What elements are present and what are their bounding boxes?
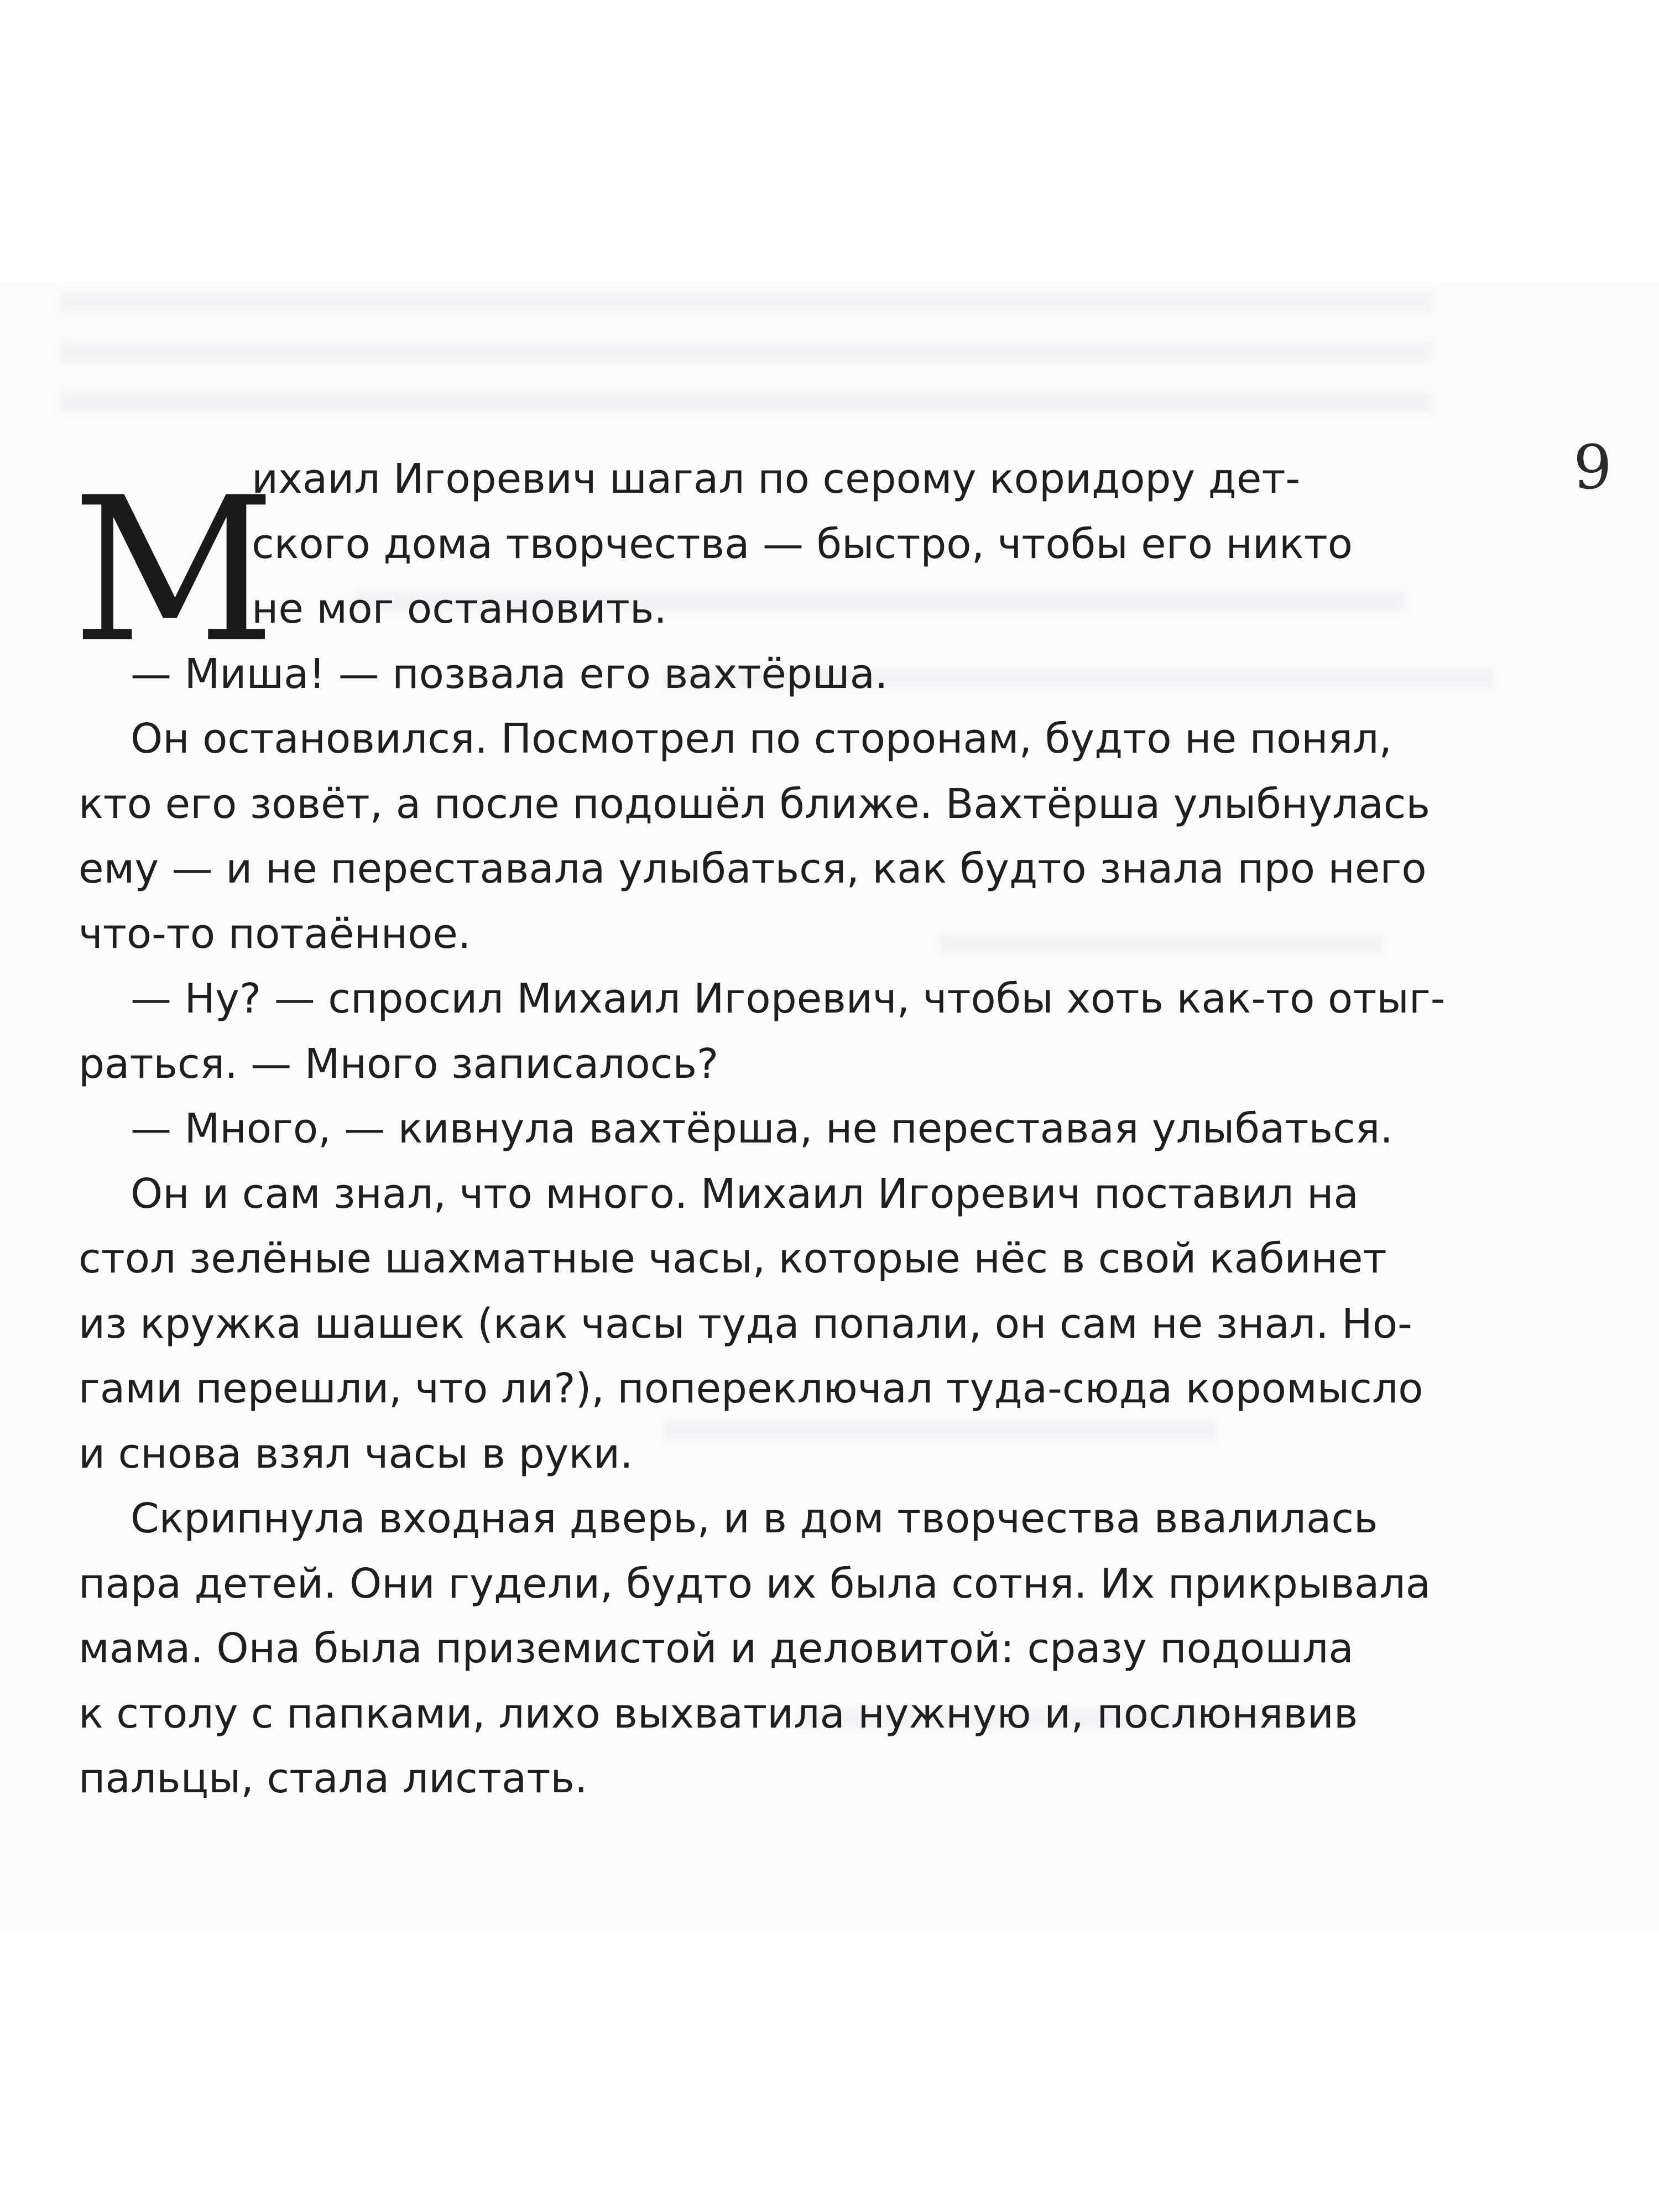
text-line: к столу с папками, лихо выхватила нужную и, послюнявив bbox=[79, 1689, 1358, 1738]
text-line: Он и сам знал, что много. Михаил Игоревич поставил на bbox=[131, 1170, 1359, 1218]
page-number: 9 bbox=[1573, 432, 1612, 503]
show-through-text bbox=[61, 293, 1432, 312]
text-line: пальцы, стала листать. bbox=[79, 1755, 588, 1802]
text-line: — Миша! — позвала его вахтёрша. bbox=[131, 650, 888, 698]
text-line: не мог остановить. bbox=[252, 585, 667, 633]
text-line: — Ну? — спросил Михаил Игоревич, чтобы хоть как-то отыг- bbox=[131, 975, 1446, 1022]
text-line: гами перешли, что ли?), попереключал туда-сюда коромысло bbox=[79, 1365, 1423, 1412]
text-line: ему — и не переставала улыбаться, как будто знала про него bbox=[79, 845, 1427, 893]
text-line: пара детей. Они гудели, будто их была сотня. Их прикрывала bbox=[79, 1559, 1431, 1608]
text-line: и снова взял часы в руки. bbox=[79, 1430, 633, 1478]
text-line: что-то потаённое. bbox=[79, 910, 471, 958]
text-line: — Много, — кивнула вахтёрша, не переставая улыбаться. bbox=[131, 1105, 1393, 1152]
text-line: из кружка шашек (как часы туда попали, он сам не знал. Но- bbox=[79, 1300, 1412, 1348]
text-line: ихаил Игоревич шагал по серому коридору дет- bbox=[252, 455, 1301, 503]
drop-cap: М bbox=[72, 455, 276, 686]
text-line: раться. — Много записалось? bbox=[79, 1040, 719, 1088]
text-line: Он остановился. Посмотрел по сторонам, будто не понял, bbox=[131, 715, 1392, 763]
text-line: стол зелёные шахматные часы, которые нёс в свой кабинет bbox=[79, 1235, 1387, 1282]
show-through-text bbox=[61, 343, 1432, 362]
text-line: мама. Она была приземистой и деловитой: сразу подошла bbox=[79, 1625, 1354, 1672]
body-text bbox=[79, 447, 1446, 1812]
text-line: Скрипнула входная дверь, и в дом творчества ввалилась bbox=[131, 1495, 1378, 1542]
text-line: кто его зовёт, а после подошёл ближе. Вахтёрша улыбнулась bbox=[79, 780, 1431, 828]
show-through-text bbox=[61, 393, 1432, 411]
text-line: ского дома творчества — быстро, чтобы его никто bbox=[252, 520, 1353, 568]
